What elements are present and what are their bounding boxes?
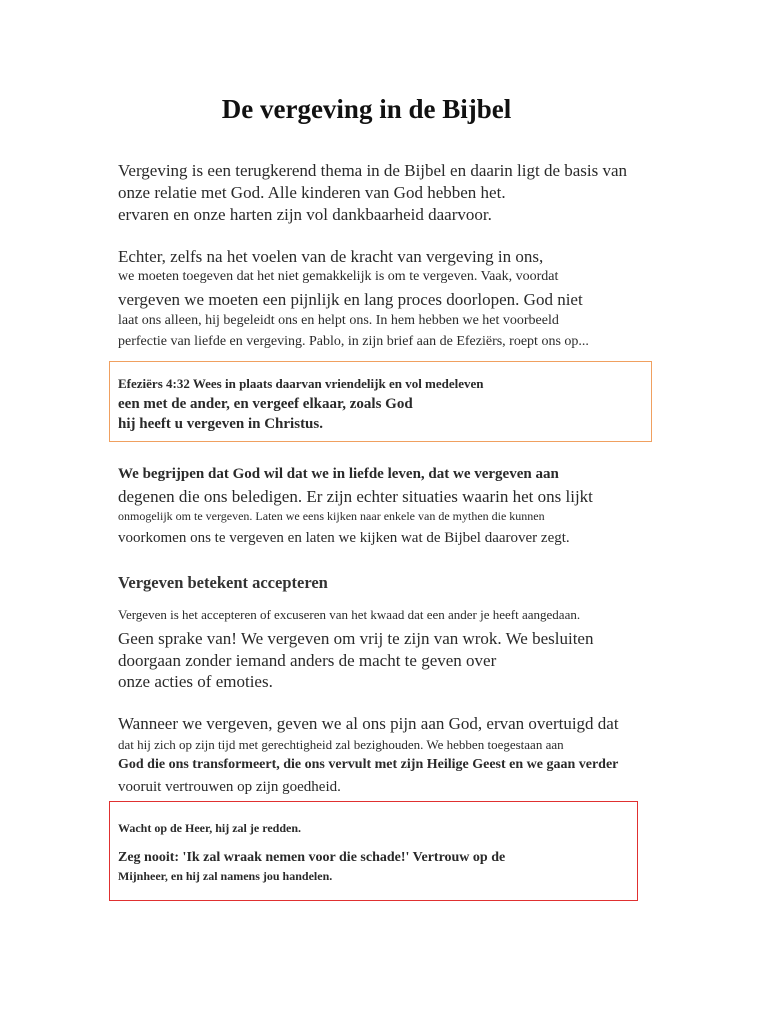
paragraph-1-line-2: onze relatie met God. Alle kinderen van God hebben het. xyxy=(118,183,506,202)
quote-2-line-3: Mijnheer, en hij zal namens jou handelen. xyxy=(118,869,333,883)
paragraph-4-line-4: onze acties of emoties. xyxy=(118,672,273,691)
paragraph-5-line-4: vooruit vertrouwen op zijn goedheid. xyxy=(118,779,341,795)
quote-2-line-1: Wacht op de Heer, hij zal je redden. xyxy=(118,821,301,835)
quote-1-line-2: een met de ander, en vergeef elkaar, zoals God xyxy=(118,396,413,412)
paragraph-3-line-4: voorkomen ons te vergeven en laten we kijken wat de Bijbel daarover zegt. xyxy=(118,530,570,546)
paragraph-2-line-1: Echter, zelfs na het voelen van de kracht van vergeving in ons, xyxy=(118,247,544,266)
paragraph-2-line-2: we moeten toegeven dat het niet gemakkelijk is om te vergeven. Vaak, voordat xyxy=(118,269,559,284)
quote-1-line-3: hij heeft u vergeven in Christus. xyxy=(118,416,323,432)
paragraph-4-line-3: doorgaan zonder iemand anders de macht te geven over xyxy=(118,651,497,670)
paragraph-1-line-1: Vergeving is een terugkerend thema in de Bijbel en daarin ligt de basis van xyxy=(118,161,628,180)
paragraph-1-line-3: ervaren en onze harten zijn vol dankbaarheid daarvoor. xyxy=(118,205,492,224)
paragraph-3-line-3: onmogelijk om te vergeven. Laten we eens kijken naar enkele van de mythen die kunnen xyxy=(118,509,545,523)
paragraph-5-line-1: Wanneer we vergeven, geven we al ons pijn aan God, ervan overtuigd dat xyxy=(118,714,619,733)
paragraph-5-line-3: God die ons transformeert, die ons vervult met zijn Heilige Geest en we gaan verder xyxy=(118,757,619,772)
section-heading: Vergeven betekent accepteren xyxy=(118,573,328,592)
quote-1-line-1: Efeziërs 4:32 Wees in plaats daarvan vriendelijk en vol medeleven xyxy=(118,376,484,391)
paragraph-3-line-2: degenen die ons beledigen. Er zijn echter situaties waarin het ons lijkt xyxy=(118,487,593,506)
paragraph-3-line-1: We begrijpen dat God wil dat we in liefde leven, dat we vergeven aan xyxy=(118,466,559,482)
paragraph-2-line-5: perfectie van liefde en vergeving. Pablo, in zijn brief aan de Efeziërs, roept ons op... xyxy=(118,334,589,349)
quote-2-line-2: Zeg nooit: 'Ik zal wraak nemen voor die schade!' Vertrouw op de xyxy=(118,850,506,865)
paragraph-2-line-4: laat ons alleen, hij begeleidt ons en helpt ons. In hem hebben we het voorbeeld xyxy=(118,313,559,328)
paragraph-4-line-1: Vergeven is het accepteren of excuseren van het kwaad dat een ander je heeft aangedaan. xyxy=(118,607,581,622)
page-title: De vergeving in de Bijbel xyxy=(221,94,512,124)
paragraph-5-line-2: dat hij zich op zijn tijd met gerechtigheid zal bezighouden. We hebben toegestaan aan xyxy=(118,737,564,752)
paragraph-2-line-3: vergeven we moeten een pijnlijk en lang proces doorlopen. God niet xyxy=(118,290,583,309)
paragraph-4-line-2: Geen sprake van! We vergeven om vrij te zijn van wrok. We besluiten xyxy=(118,629,594,648)
